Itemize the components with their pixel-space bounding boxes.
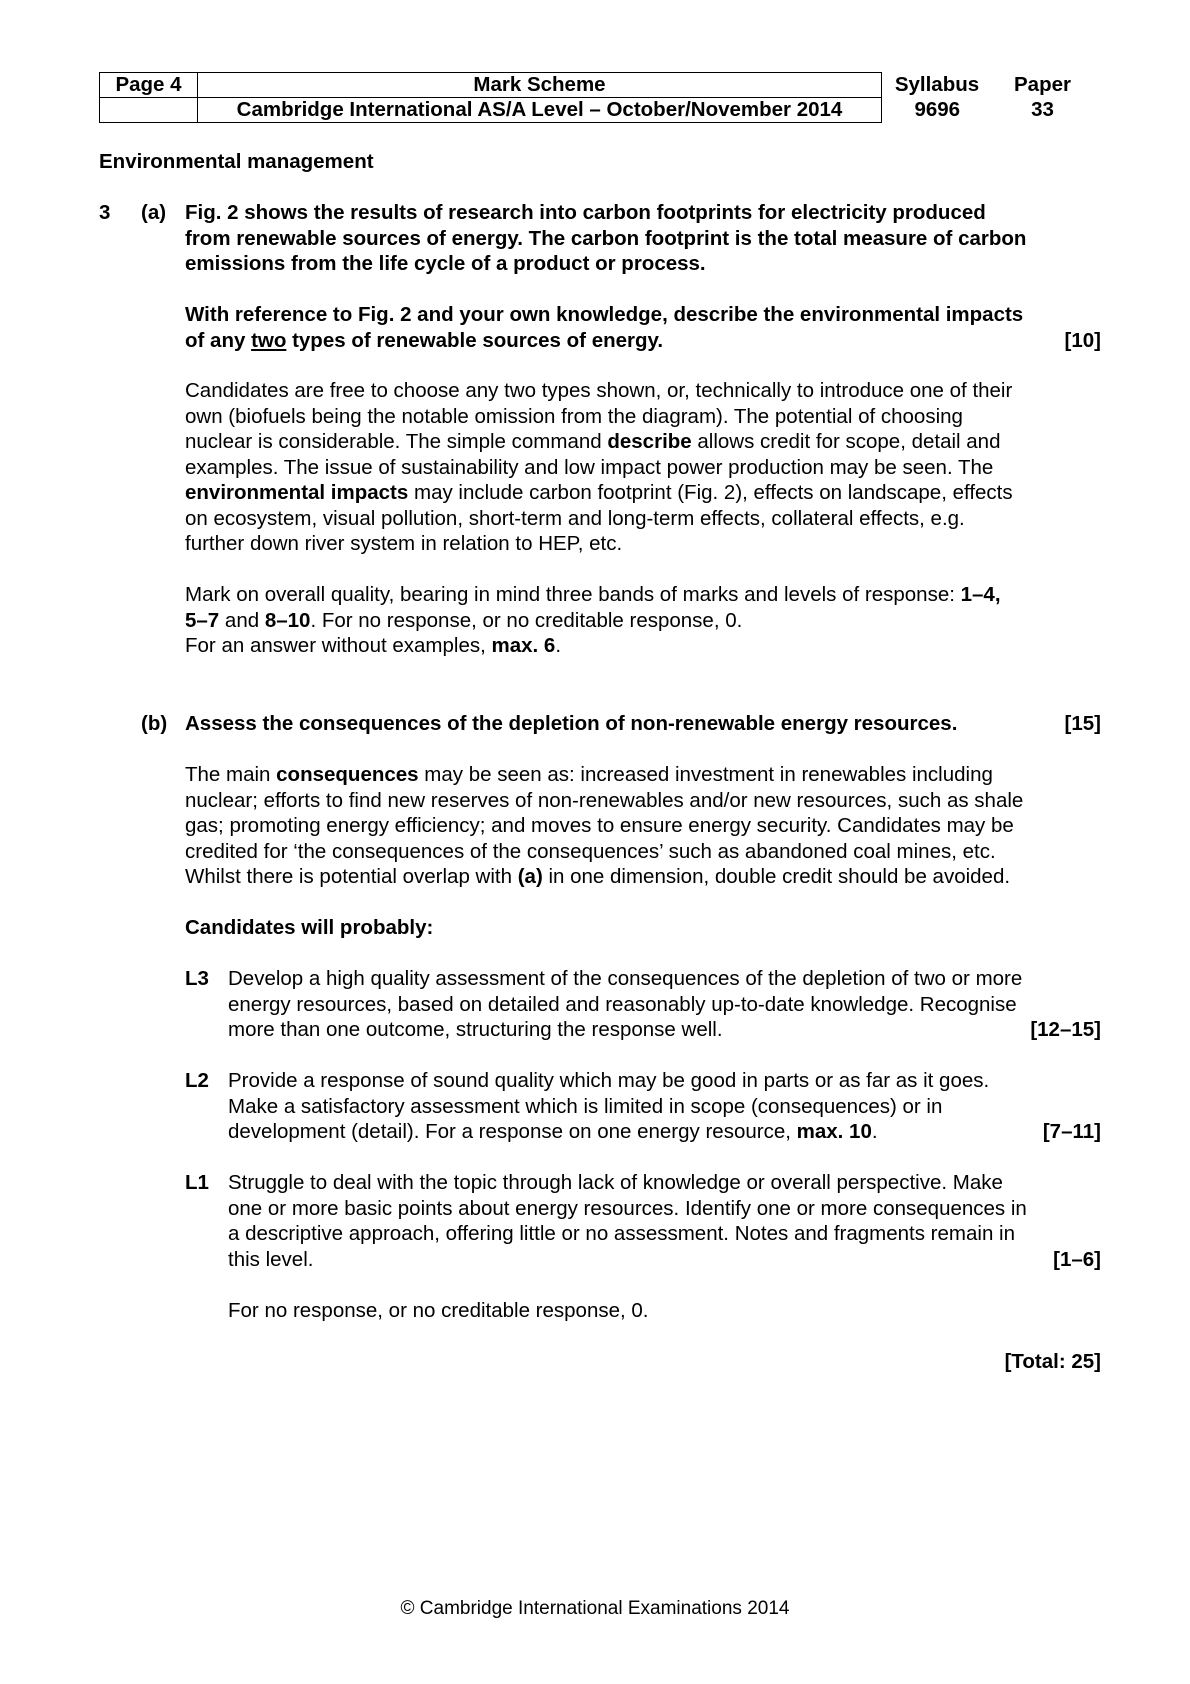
part-a-marking <box>185 582 1101 659</box>
underlined-word: two <box>251 328 287 352</box>
marking-line <box>185 582 1101 608</box>
prompt-text: Assess the consequences of the depletion of non-renewable energy resources. <box>185 712 958 735</box>
syllabus-label: Syllabus <box>894 73 980 96</box>
guidance-line <box>185 429 1101 455</box>
level-descriptor <box>228 966 1101 1043</box>
level-line: energy resources, based on detailed and reasonably up-to-date knowledge. Recognise <box>228 992 1017 1016</box>
level-text: more than one outcome, structuring the response well. <box>228 1018 723 1041</box>
band-value: 8–10 <box>264 608 311 632</box>
candidates-probably: Candidates will probably: <box>185 916 434 939</box>
guidance-line <box>185 864 1101 890</box>
header-table <box>99 72 1093 123</box>
marking-line <box>185 633 1101 659</box>
paper-number: 33 <box>1031 98 1054 121</box>
paper-label: Paper <box>1014 73 1071 96</box>
guidance-text: nuclear is considerable. The simple command <box>185 430 608 453</box>
level-marks: [7–11] <box>1042 1120 1101 1143</box>
guidance-line: Candidates are free to choose any two types shown, or, technically to introduce one of their <box>185 379 1013 402</box>
level-line: Struggle to deal with the topic through lack of knowledge or overall perspective. Make <box>228 1171 1003 1194</box>
no-response-note: For no response, or no creditable response, 0. <box>228 1299 649 1322</box>
section-heading: Environmental management <box>99 150 374 173</box>
guidance-line <box>185 762 1101 788</box>
part-b-guidance <box>185 762 1101 890</box>
guidance-line: own (biofuels being the notable omission from the diagram). The potential of choosing <box>185 404 963 428</box>
guidance-text: allows credit for scope, detail and <box>691 430 1001 453</box>
syllabus-code: 9696 <box>914 98 961 121</box>
level-line: Develop a high quality assessment of the consequences of the depletion of two or more <box>228 967 1023 990</box>
level-descriptor <box>228 1068 1101 1145</box>
document-title: Mark Scheme <box>198 73 882 98</box>
band-value: 1–4, <box>960 583 1001 606</box>
guidance-line: further down river system in relation to HEP, etc. <box>185 532 623 555</box>
guidance-text: may be seen as: increased investment in renewables including <box>418 763 993 786</box>
level-label: L1 <box>185 1171 209 1194</box>
part-b-label: (b) <box>141 712 168 735</box>
total-marks: [Total: 25] <box>1004 1350 1101 1373</box>
part-a-guidance <box>185 378 1101 557</box>
marking-text: . For no response, or no creditable response, 0. <box>310 608 743 632</box>
prompt-line: from renewable sources of energy. The carbon footprint is the total measure of carbon <box>185 226 1027 250</box>
level-line: Make a satisfactory assessment which is limited in scope (consequences) or in <box>228 1094 943 1118</box>
level-marks: [1–6] <box>1053 1247 1101 1271</box>
part-b-prompt <box>185 711 1101 737</box>
instruction-line <box>185 328 1101 354</box>
empty-cell <box>100 98 198 123</box>
marking-text: For an answer without examples, <box>185 634 492 657</box>
max-mark: max. 10 <box>796 1120 872 1143</box>
instruction-text: types of renewable sources of energy. <box>286 328 664 352</box>
level-text: this level. <box>228 1247 314 1271</box>
guidance-line: nuclear; efforts to find new reserves of non-renewables and/or new resources, such as shale <box>185 788 1024 812</box>
level-text: development (detail). For a response on one energy resource, <box>228 1120 797 1143</box>
instruction-text: of any <box>185 328 252 352</box>
bold-term: describe <box>607 430 692 453</box>
marking-text: Mark on overall quality, bearing in mind three bands of marks and levels of response: <box>185 583 961 606</box>
guidance-text: The main <box>185 763 277 786</box>
guidance-line <box>185 480 1101 506</box>
level-label: L2 <box>185 1069 209 1092</box>
part-a-prompt <box>185 200 1101 277</box>
level-descriptor <box>228 1170 1101 1272</box>
part-b-marks: [15] <box>1064 712 1101 735</box>
guidance-line: credited for ‘the consequences of the consequences’ such as abandoned coal mines, etc. <box>185 839 996 863</box>
level-line: one or more basic points about energy resources. Identify one or more consequences in <box>228 1196 1027 1220</box>
level-line: a descriptive approach, offering little or no assessment. Notes and fragments remain in <box>228 1222 1015 1245</box>
band-value: 5–7 <box>185 608 220 632</box>
guidance-text: in one dimension, double credit should be avoided. <box>542 865 1011 888</box>
guidance-text: may include carbon footprint (Fig. 2), effects on landscape, effects <box>408 481 1013 504</box>
marking-text: . <box>555 634 562 657</box>
instruction-line: With reference to Fig. 2 and your own knowledge, describe the environmental impacts <box>185 303 1024 326</box>
guidance-line: examples. The issue of sustainability and low impact power production may be seen. The <box>185 455 994 479</box>
max-mark: max. 6 <box>491 634 556 657</box>
level-text: . <box>871 1120 878 1143</box>
bold-term: environmental impacts <box>185 481 409 504</box>
guidance-text: Whilst there is potential overlap with <box>185 865 518 888</box>
marking-line <box>185 608 1101 634</box>
level-line: Provide a response of sound quality which may be good in parts or as far as it goes. <box>228 1069 990 1092</box>
copyright-footer: © Cambridge International Examinations 2014 <box>400 1598 790 1619</box>
document-subtitle: Cambridge International AS/A Level – October/November 2014 <box>198 98 882 123</box>
part-a-marks: [10] <box>1064 328 1101 352</box>
prompt-line: Fig. 2 shows the results of research into carbon footprints for electricity produced <box>185 201 986 224</box>
bold-term: (a) <box>517 865 543 888</box>
level-label: L3 <box>185 967 209 990</box>
guidance-line: gas; promoting energy efficiency; and moves to ensure energy security. Candidates may be <box>185 814 1014 837</box>
level-line <box>228 1017 1101 1043</box>
question-number: 3 <box>99 201 111 224</box>
guidance-line: on ecosystem, visual pollution, short-term and long-term effects, collateral effects, e.g. <box>185 506 965 530</box>
part-a-label: (a) <box>141 201 167 224</box>
marking-text: and <box>219 608 265 632</box>
level-marks: [12–15] <box>1030 1018 1101 1041</box>
page-number: Page 4 <box>100 73 198 98</box>
part-a-instruction <box>185 302 1101 353</box>
bold-term: consequences <box>276 763 419 786</box>
level-line <box>228 1119 1101 1145</box>
level-line <box>228 1247 1101 1273</box>
prompt-line: emissions from the life cycle of a product or process. <box>185 252 706 275</box>
